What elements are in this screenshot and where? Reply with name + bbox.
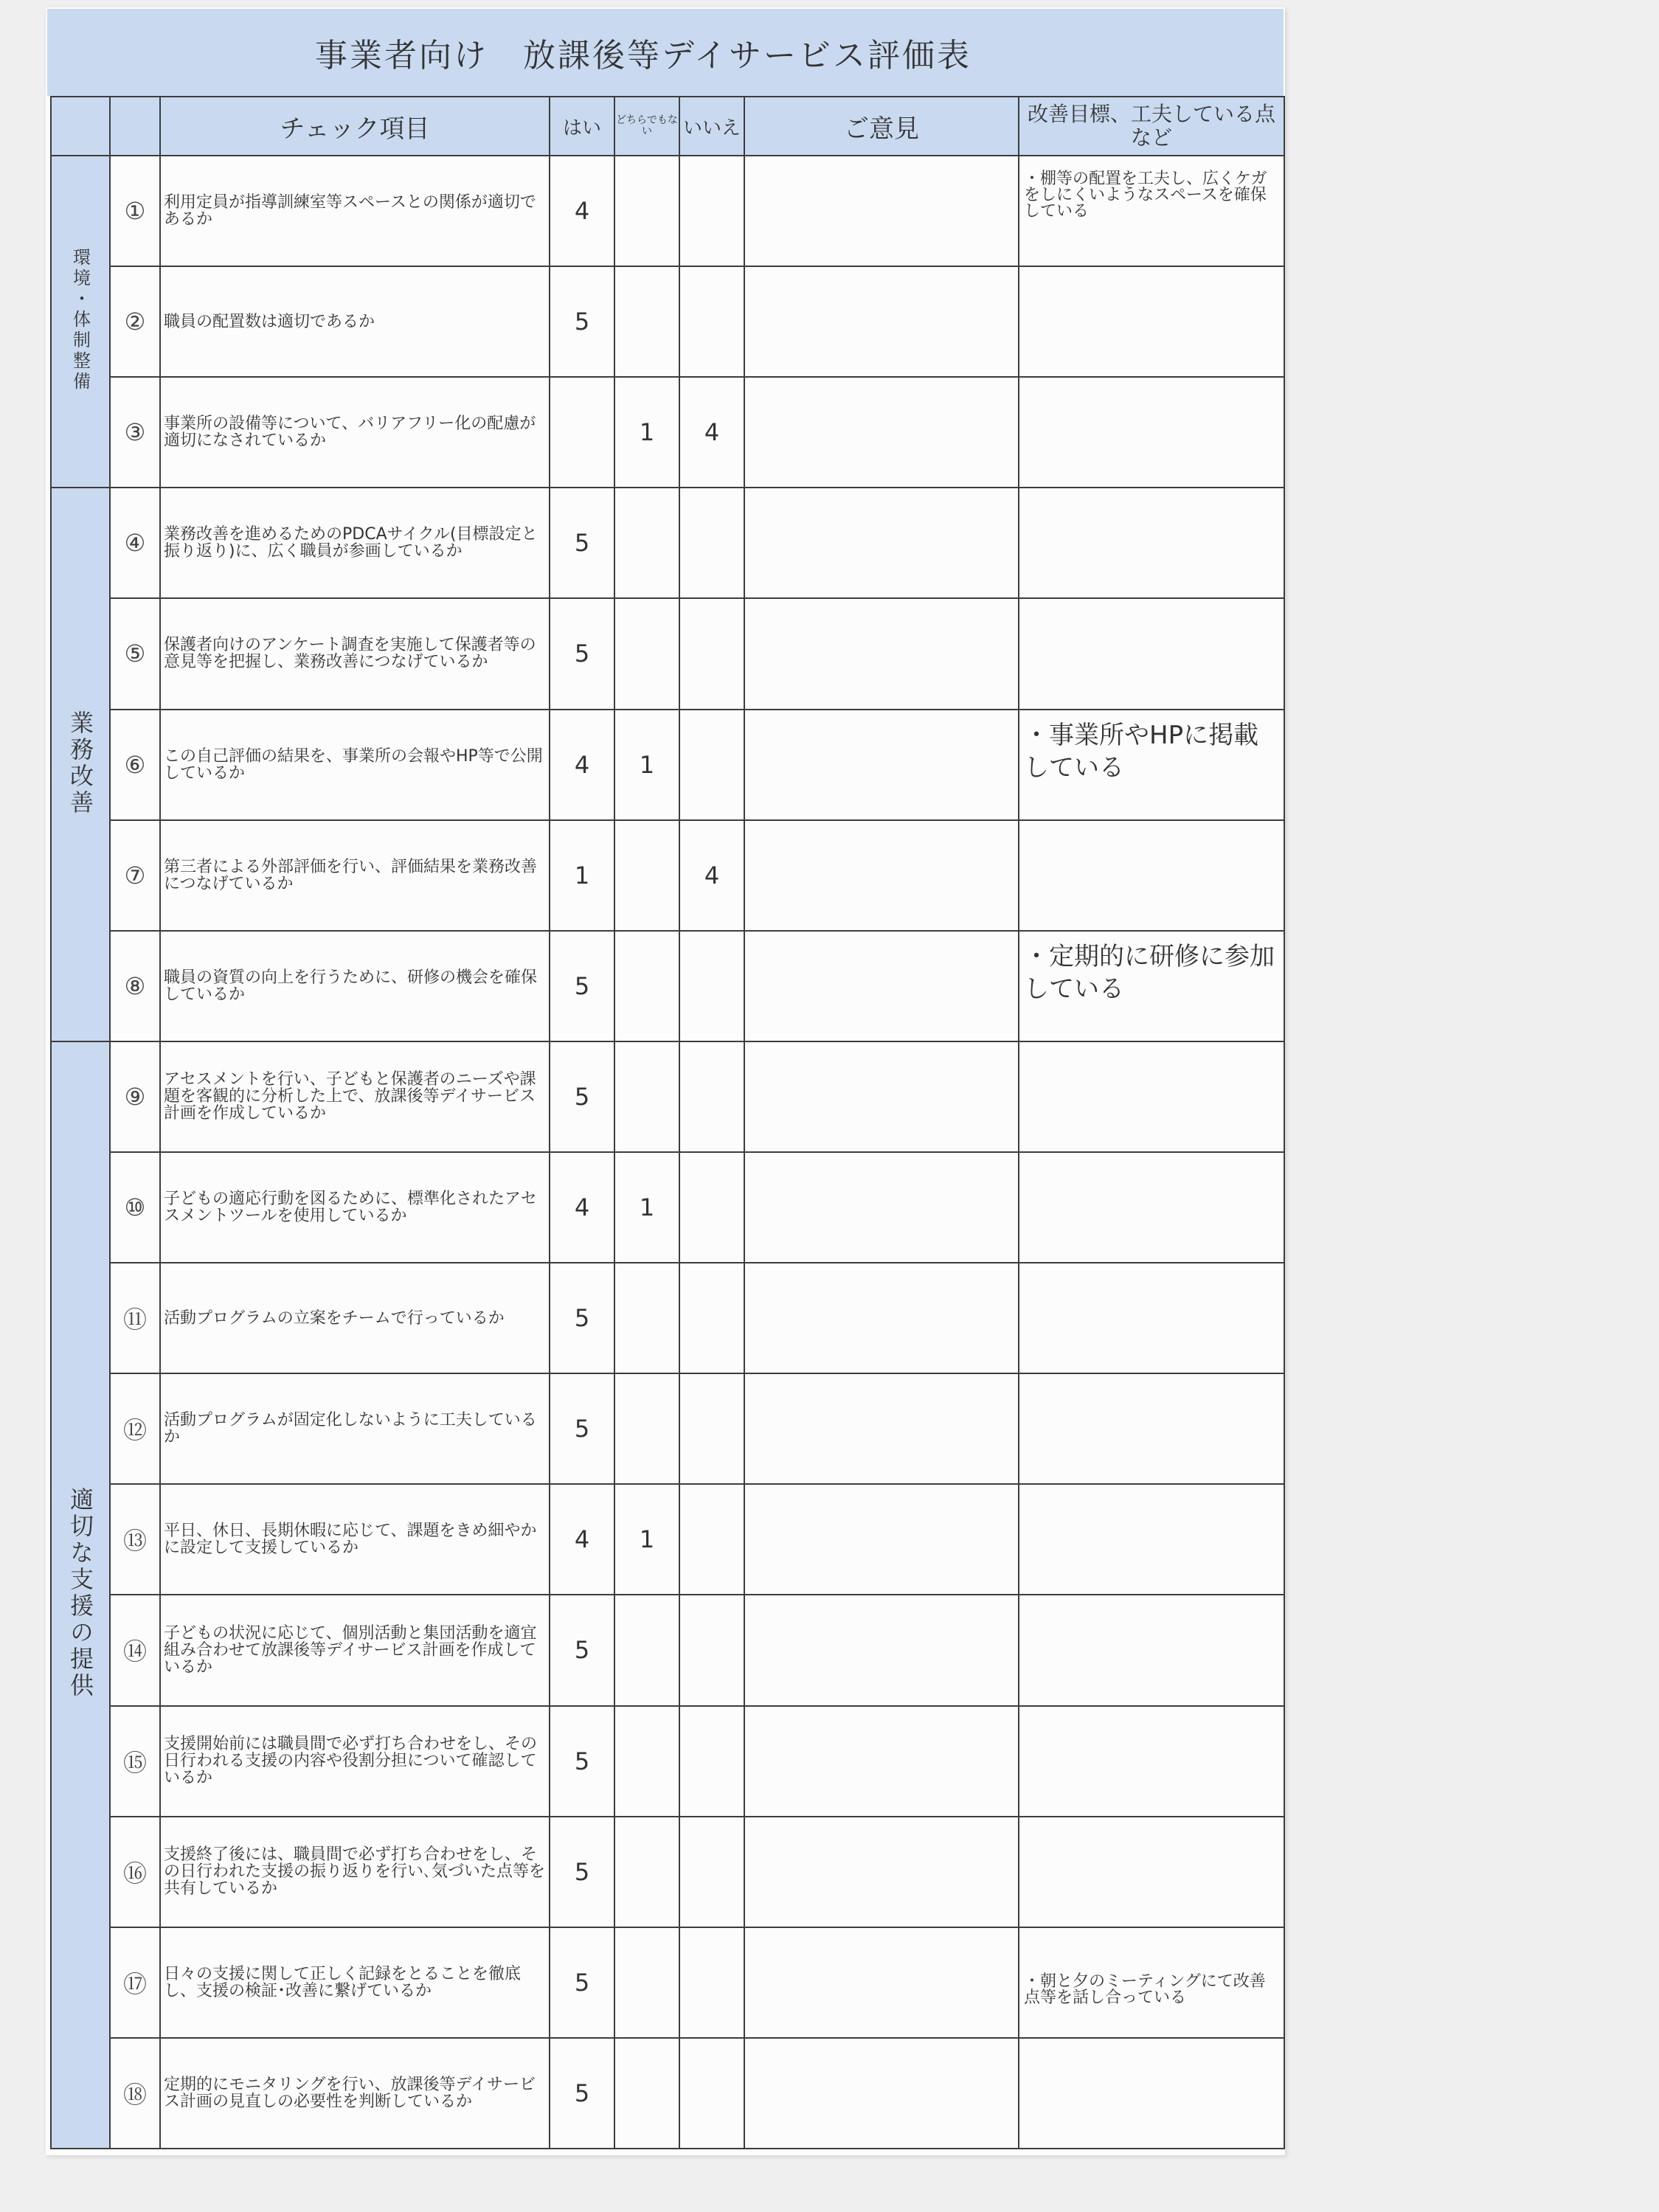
neutral-count: 1: [614, 377, 679, 488]
no-count: [679, 1484, 744, 1595]
opinion-cell: [744, 1817, 1019, 1927]
check-item-text: 支援終了後には、職員間で必ず打ち合わせをし、その日行われた支援の振り返りを行い､気づいた点等を共有しているか: [160, 1817, 550, 1927]
goal-text: [1019, 2038, 1284, 2149]
row-number: ⑤: [110, 598, 160, 709]
goal-text: ・事業所やHPに掲載している: [1019, 710, 1284, 820]
goal-text: [1019, 598, 1284, 709]
goal-text: [1019, 1152, 1284, 1263]
table-row: [51, 820, 1284, 931]
goal-text: [1019, 1484, 1284, 1595]
table-row: [51, 1817, 1284, 1927]
table-row: [51, 1484, 1284, 1595]
table-row: [51, 931, 1284, 1041]
no-count: [679, 488, 744, 598]
no-count: [679, 1373, 744, 1484]
table-row: [51, 488, 1284, 598]
yes-count: 4: [550, 710, 614, 820]
header-no: いいえ: [679, 97, 744, 156]
table-row: [51, 1373, 1284, 1484]
row-number: ⑧: [110, 931, 160, 1041]
no-count: [679, 710, 744, 820]
opinion-cell: [744, 598, 1019, 709]
row-number: ⑰: [110, 1927, 160, 2038]
row-number: ⑨: [110, 1041, 160, 1152]
no-count: [679, 931, 744, 1041]
row-number: ⑩: [110, 1152, 160, 1263]
goal-text: [1019, 1595, 1284, 1705]
check-item-text: 職員の資質の向上を行うために、研修の機会を確保しているか: [160, 931, 550, 1041]
goal-text: [1019, 1263, 1284, 1373]
category-label: 適切な支援の提供: [66, 1487, 94, 1700]
check-item-text: 支援開始前には職員間で必ず打ち合わせをし、その日行われる支援の内容や役割分担について確認しているか: [160, 1706, 550, 1817]
neutral-count: [614, 1706, 679, 1817]
opinion-cell: [744, 710, 1019, 820]
neutral-count: [614, 820, 679, 931]
evaluation-table: [50, 96, 1285, 2149]
neutral-count: [614, 931, 679, 1041]
neutral-count: [614, 156, 679, 266]
neutral-count: [614, 1927, 679, 2038]
row-number: ⑫: [110, 1373, 160, 1484]
category-label: 業務改善: [66, 710, 94, 817]
opinion-cell: [744, 1706, 1019, 1817]
yes-count: 5: [550, 2038, 614, 2149]
table-row: [51, 1595, 1284, 1705]
yes-count: 5: [550, 1041, 614, 1152]
neutral-count: [614, 2038, 679, 2149]
row-number: ⑱: [110, 2038, 160, 2149]
header-goal: 改善目標、工夫している点など: [1019, 97, 1284, 156]
check-item-text: 活動プログラムの立案をチームで行っているか: [160, 1263, 550, 1373]
row-number: ①: [110, 156, 160, 266]
table-row: [51, 1263, 1284, 1373]
opinion-cell: [744, 931, 1019, 1041]
yes-count: 5: [550, 1373, 614, 1484]
neutral-count: [614, 1595, 679, 1705]
goal-text: ・定期的に研修に参加している: [1019, 931, 1284, 1041]
neutral-count: [614, 1263, 679, 1373]
neutral-count: [614, 488, 679, 598]
check-item-text: 職員の配置数は適切であるか: [160, 266, 550, 377]
no-count: [679, 156, 744, 266]
row-number: ②: [110, 266, 160, 377]
check-item-text: 業務改善を進めるためのPDCAサイクル(目標設定と振り返り)に、広く職員が参画しているか: [160, 488, 550, 598]
no-count: 4: [679, 377, 744, 488]
neutral-count: 1: [614, 710, 679, 820]
opinion-cell: [744, 377, 1019, 488]
opinion-cell: [744, 1152, 1019, 1263]
row-number: ⑦: [110, 820, 160, 931]
table-row: [51, 1927, 1284, 2038]
opinion-cell: [744, 2038, 1019, 2149]
row-number: ③: [110, 377, 160, 488]
header-check-item: チェック項目: [160, 97, 550, 156]
check-item-text: 利用定員が指導訓練室等スペースとの関係が適切であるか: [160, 156, 550, 266]
opinion-cell: [744, 820, 1019, 931]
row-number: ⑥: [110, 710, 160, 820]
yes-count: 1: [550, 820, 614, 931]
no-count: [679, 1927, 744, 2038]
header-blank: [110, 97, 160, 156]
table-row: [51, 266, 1284, 377]
table-row: [51, 1706, 1284, 1817]
table-row: [51, 156, 1284, 266]
check-item-text: 保護者向けのアンケート調査を実施して保護者等の意見等を把握し、業務改善につなげているか: [160, 598, 550, 709]
row-number: ⑯: [110, 1817, 160, 1927]
opinion-cell: [744, 1484, 1019, 1595]
yes-count: 4: [550, 156, 614, 266]
no-count: 4: [679, 820, 744, 931]
check-item-text: 子どもの状況に応じて、個別活動と集団活動を適宜組み合わせて放課後等デイサービス計画を作成しているか: [160, 1595, 550, 1705]
goal-text: ・棚等の配置を工夫し、広くケガをしにくいようなスペースを確保している: [1019, 156, 1284, 266]
row-number: ④: [110, 488, 160, 598]
goal-text: [1019, 377, 1284, 488]
row-number: ⑬: [110, 1484, 160, 1595]
no-count: [679, 2038, 744, 2149]
yes-count: 5: [550, 1927, 614, 2038]
goal-text: [1019, 1817, 1284, 1927]
no-count: [679, 266, 744, 377]
goal-text: ・朝と夕のミーティングにて改善点等を話し合っている: [1019, 1927, 1284, 2038]
goal-text: [1019, 488, 1284, 598]
neutral-count: [614, 1817, 679, 1927]
table-row: [51, 598, 1284, 709]
neutral-count: [614, 1373, 679, 1484]
yes-count: 5: [550, 1595, 614, 1705]
no-count: [679, 1706, 744, 1817]
check-item-text: 子どもの適応行動を図るために、標準化されたアセスメントツールを使用しているか: [160, 1152, 550, 1263]
neutral-count: [614, 598, 679, 709]
neutral-count: 1: [614, 1484, 679, 1595]
check-item-text: 事業所の設備等について、バリアフリー化の配慮が適切になされているか: [160, 377, 550, 488]
table-row: [51, 2038, 1284, 2149]
opinion-cell: [744, 488, 1019, 598]
check-item-text: この自己評価の結果を、事業所の会報やHP等で公開しているか: [160, 710, 550, 820]
evaluation-sheet: [46, 7, 1285, 2155]
yes-count: 5: [550, 1817, 614, 1927]
no-count: [679, 1263, 744, 1373]
no-count: [679, 598, 744, 709]
table-row: [51, 1041, 1284, 1152]
no-count: [679, 1041, 744, 1152]
goal-text: [1019, 266, 1284, 377]
yes-count: [550, 377, 614, 488]
yes-count: 5: [550, 266, 614, 377]
no-count: [679, 1817, 744, 1927]
row-number: ⑪: [110, 1263, 160, 1373]
opinion-cell: [744, 1263, 1019, 1373]
no-count: [679, 1152, 744, 1263]
yes-count: 4: [550, 1152, 614, 1263]
header-yes: はい: [550, 97, 614, 156]
row-number: ⑭: [110, 1595, 160, 1705]
check-item-text: アセスメントを行い、子どもと保護者のニーズや課題を客観的に分析した上で、放課後等デイサービス計画を作成しているか: [160, 1041, 550, 1152]
table-row: [51, 710, 1284, 820]
opinion-cell: [744, 266, 1019, 377]
category-cell: [51, 488, 110, 1041]
title-bar: [47, 9, 1284, 96]
check-item-text: 定期的にモニタリングを行い、放課後等デイサービス計画の見直しの必要性を判断しているか: [160, 2038, 550, 2149]
row-number: ⑮: [110, 1706, 160, 1817]
header-row: [51, 97, 1284, 156]
goal-text: [1019, 1706, 1284, 1817]
goal-text: [1019, 820, 1284, 931]
header-opinion: ご意見: [744, 97, 1019, 156]
yes-count: 5: [550, 931, 614, 1041]
opinion-cell: [744, 1041, 1019, 1152]
table-row: [51, 1152, 1284, 1263]
category-cell: [51, 1041, 110, 2149]
yes-count: 4: [550, 1484, 614, 1595]
yes-count: 5: [550, 488, 614, 598]
category-cell: [51, 156, 110, 488]
opinion-cell: [744, 1927, 1019, 2038]
neutral-count: [614, 266, 679, 377]
opinion-cell: [744, 1373, 1019, 1484]
neutral-count: 1: [614, 1152, 679, 1263]
neutral-count: [614, 1041, 679, 1152]
page-title: 事業者向け 放課後等デイサービス評価表: [315, 37, 971, 74]
goal-text: [1019, 1373, 1284, 1484]
yes-count: 5: [550, 598, 614, 709]
check-item-text: 第三者による外部評価を行い、評価結果を業務改善につなげているか: [160, 820, 550, 931]
yes-count: 5: [550, 1263, 614, 1373]
opinion-cell: [744, 1595, 1019, 1705]
check-item-text: 日々の支援に関して正しく記録をとることを徹底し、支援の検証･改善に繋げているか: [160, 1927, 550, 2038]
table-row: [51, 377, 1284, 488]
header-neutral: どちらでもない: [614, 97, 679, 156]
no-count: [679, 1595, 744, 1705]
check-item-text: 活動プログラムが固定化しないように工夫しているか: [160, 1373, 550, 1484]
yes-count: 5: [550, 1706, 614, 1817]
goal-text: [1019, 1041, 1284, 1152]
header-blank: [51, 97, 110, 156]
check-item-text: 平日、休日、長期休暇に応じて、課題をきめ細やかに設定して支援しているか: [160, 1484, 550, 1595]
opinion-cell: [744, 156, 1019, 266]
category-label: 環境・体制整備: [69, 248, 91, 393]
